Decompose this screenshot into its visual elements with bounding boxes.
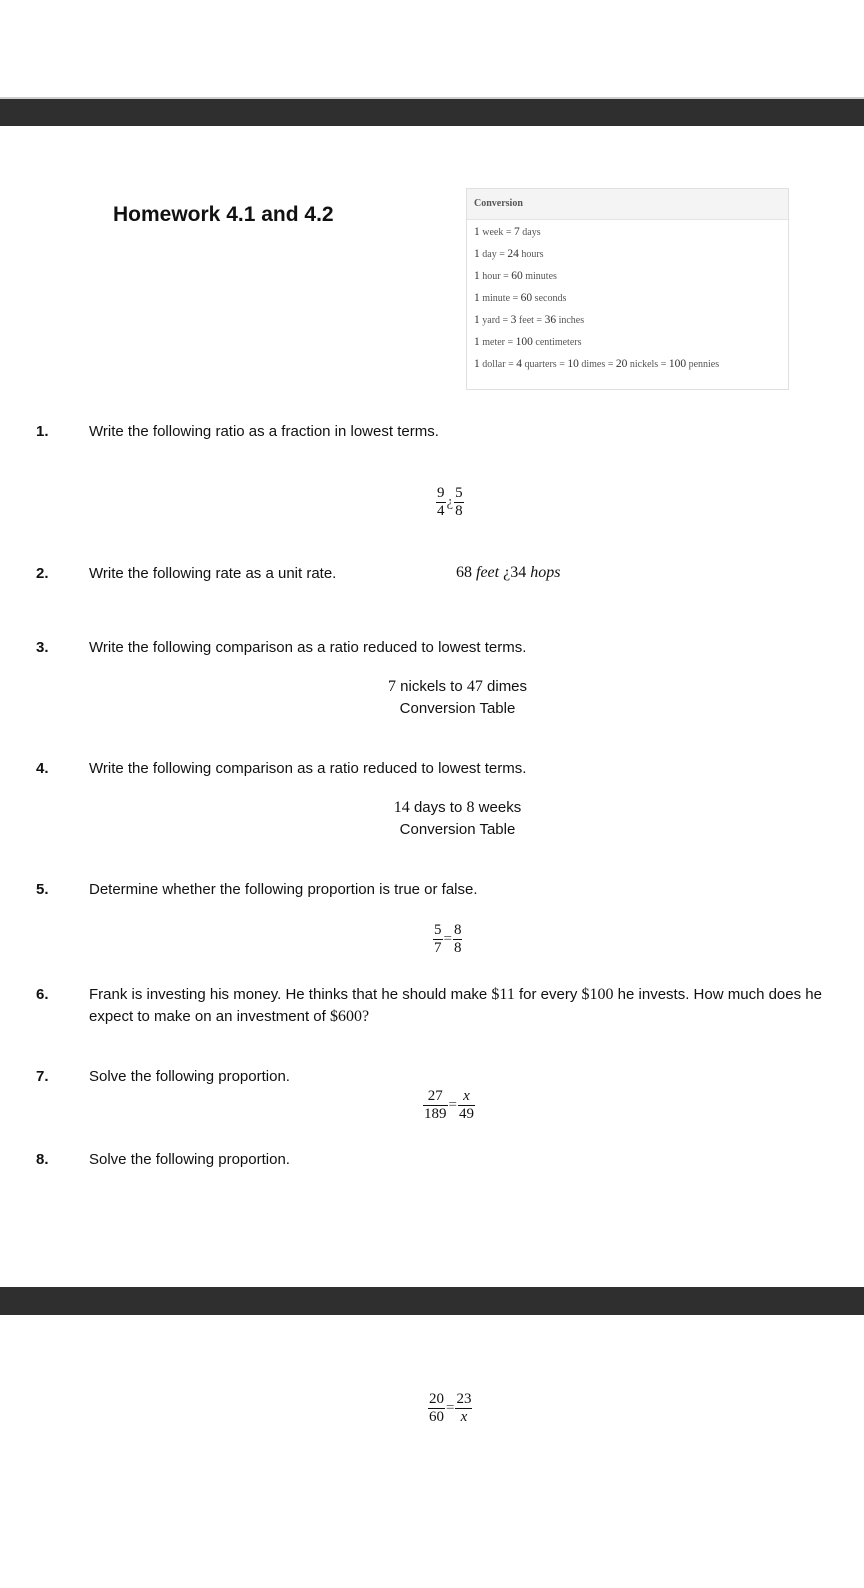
fraction: $\frac{27}{189}$ bbox=[424, 1088, 447, 1122]
operator: = bbox=[446, 1400, 455, 1416]
conversion-row: 1 day = 24 hours bbox=[474, 248, 544, 260]
page-divider-banner bbox=[0, 1287, 864, 1315]
fraction: $\frac{5}{8}$ bbox=[455, 485, 463, 519]
question-text: Write the following comparison as a ratio reduced to lowest terms. bbox=[89, 639, 527, 656]
ratio-expression bbox=[436, 485, 464, 520]
question-text: Frank is investing his money. He thinks that he should make $11 for every $100 he invests. How much does he expect to make on an investment of $600? bbox=[89, 986, 822, 1025]
question-number: 6. bbox=[36, 986, 49, 1003]
question-text: Determine whether the following proportion is true or false. bbox=[89, 881, 478, 898]
conversion-table-link[interactable]: Conversion Table bbox=[399, 821, 516, 838]
operator: = bbox=[448, 1097, 457, 1113]
question-text: Write the following comparison as a ratio reduced to lowest terms. bbox=[89, 760, 527, 777]
rate-expression: 68 feet ¿34 hops bbox=[456, 564, 561, 581]
fraction: $\frac{23}{x}$ bbox=[456, 1391, 472, 1425]
fraction: $\frac{9}{4}$ bbox=[437, 485, 445, 519]
question-number: 3. bbox=[36, 639, 49, 656]
question-number: 1. bbox=[36, 423, 49, 440]
comparison-expression: 7 nickels to 47 dimes bbox=[387, 678, 528, 695]
conversion-row: 1 week = 7 days bbox=[474, 226, 541, 238]
fraction: $\frac{8}{8}$ bbox=[453, 922, 462, 956]
conversion-row: 1 meter = 100 centimeters bbox=[474, 336, 582, 348]
conversion-table-link[interactable]: Conversion Table bbox=[399, 700, 516, 717]
page-title: Homework 4.1 and 4.2 bbox=[113, 203, 334, 226]
conversion-row: 1 dollar = 4 quarters = 10 dimes = 20 nickels = 100 pennies bbox=[474, 358, 720, 370]
fraction: $\frac{5}{7}$ bbox=[434, 922, 442, 956]
question-number: 4. bbox=[36, 760, 49, 777]
question-text: Write the following ratio as a fraction in lowest terms. bbox=[89, 423, 439, 440]
question-number: 8. bbox=[36, 1151, 49, 1168]
fraction: $\frac{x}{49}$ bbox=[458, 1088, 474, 1122]
conversion-table-header: Conversion bbox=[467, 189, 788, 220]
proportion-expression bbox=[433, 922, 462, 957]
comparison-expression: 14 days to 8 weeks bbox=[393, 799, 522, 816]
proportion-expression bbox=[428, 1391, 472, 1426]
question-text: Solve the following proportion. bbox=[89, 1151, 290, 1168]
question-number: 7. bbox=[36, 1068, 49, 1085]
conversion-row: 1 yard = 3 feet = 36 inches bbox=[474, 314, 585, 326]
question-number: 5. bbox=[36, 881, 49, 898]
question-number: 2. bbox=[36, 565, 49, 582]
proportion-expression bbox=[423, 1088, 475, 1123]
question-text: Write the following rate as a unit rate. bbox=[89, 565, 337, 582]
conversion-table bbox=[466, 188, 789, 390]
question-text: Solve the following proportion. bbox=[89, 1068, 290, 1085]
conversion-row: 1 minute = 60 seconds bbox=[474, 292, 567, 304]
conversion-row: 1 hour = 60 minutes bbox=[474, 270, 557, 282]
operator: = bbox=[443, 931, 452, 947]
top-banner bbox=[0, 97, 864, 126]
fraction: $\frac{20}{60}$ bbox=[429, 1391, 444, 1425]
operator: ¿ bbox=[446, 494, 454, 510]
